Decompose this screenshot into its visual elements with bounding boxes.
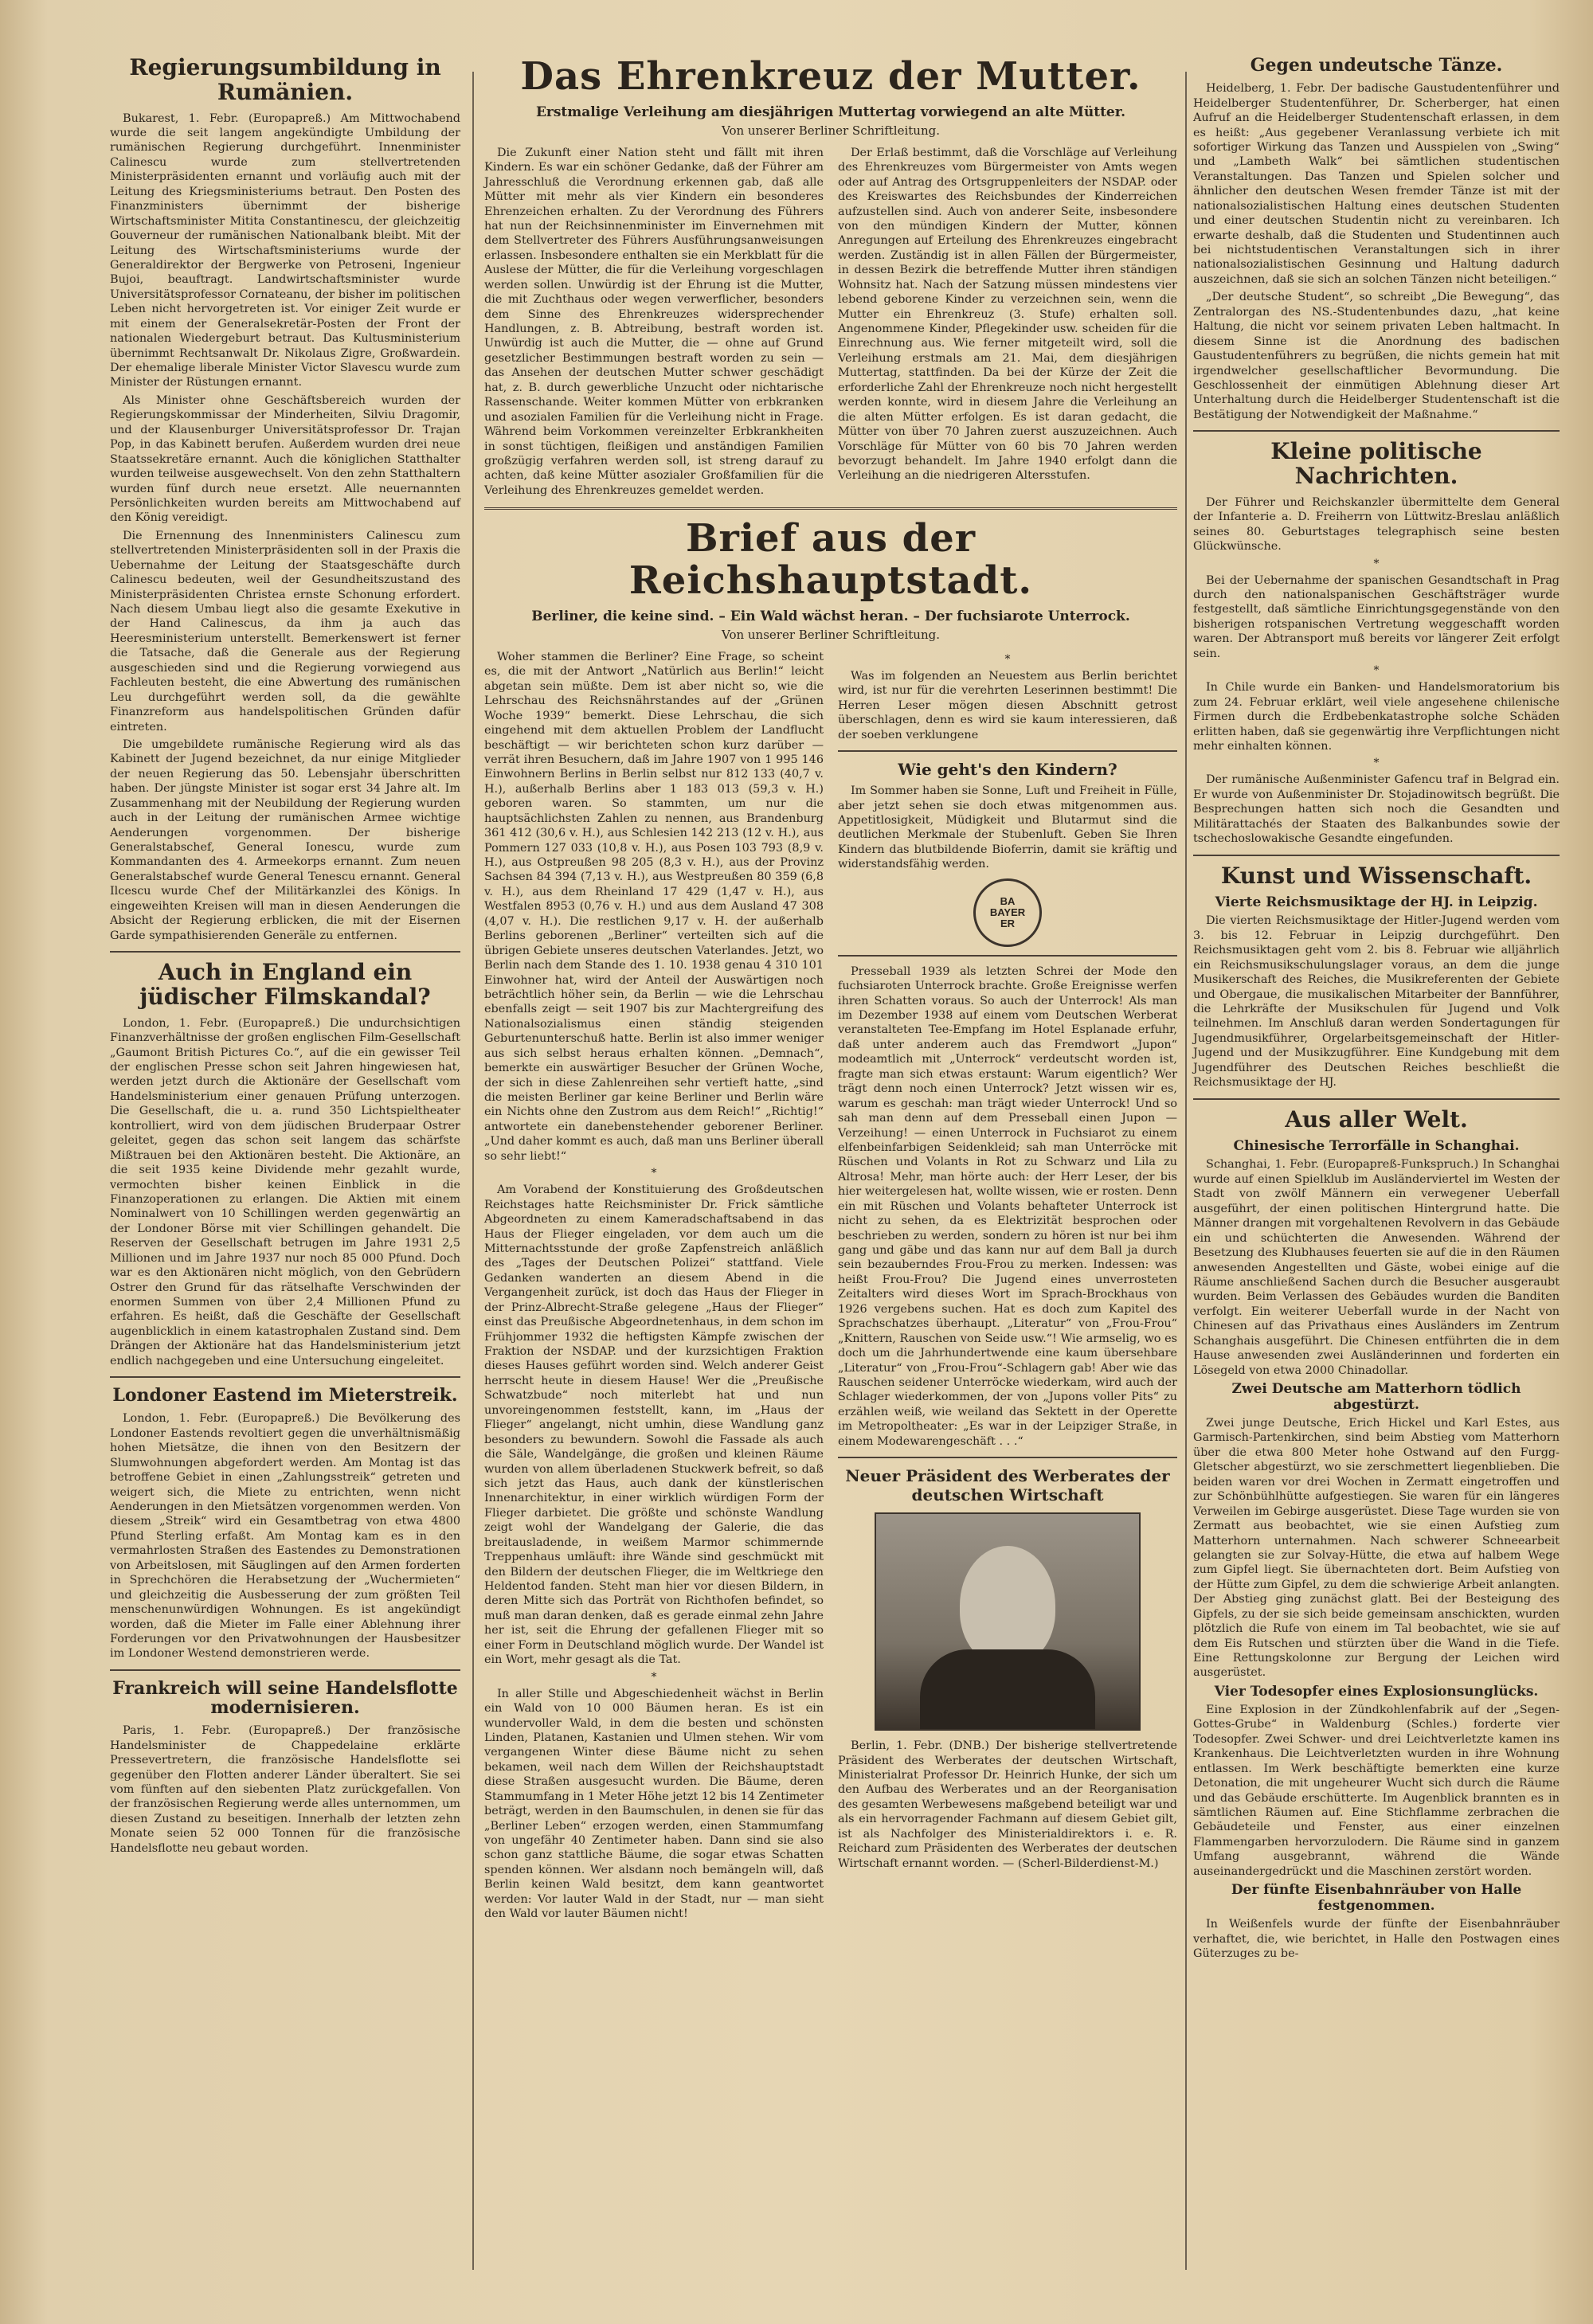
headline-nachrichten: Kleine politische Nachrichten. bbox=[1270, 438, 1482, 490]
divider bbox=[1193, 1098, 1560, 1100]
divider bbox=[1193, 430, 1560, 432]
headline-england: Auch in England ein jüdischer Filmskandal? bbox=[139, 959, 431, 1010]
photo-title: Neuer Präsident des Werberates der deutschen Wirtschaft bbox=[845, 1466, 1170, 1505]
article-text: In Chile wurde ein Banken- und Handelsmoratorium bis zum 24. Februar erklärt, weil viele angesehene chilenische Firmen durch die Erdbebenkatastrophe solche Schäden erlitten haben, daß sie gegenwärtig ihre Verpflichtungen nicht mehr einhalten können. bbox=[1193, 681, 1560, 753]
article-text: Der rumänische Außenminister Gafencu traf in Belgrad ein. Er wurde von Außenminister Dr. Stojadinowitsch begrüßt. Die Besprechungen hatten sich noch die Gesandten und Militärattachés der Staaten des Balkanbundes sowie der tschechoslowakische Gesandte eingefunden. bbox=[1193, 773, 1560, 846]
article-text: Die vierten Reichsmusiktage der Hitler-Jugend werden vom 3. bis 12. Februar in Leipzig durchgeführt. Den Reichsmusiktagen geht vom 2. bis 8. Februar wie alljährlich ein Reichsmusikschulungslager voraus, an dem die junge Musikerschaft des Reiches, die Musikreferenten der Gebiete und Obergaue, die musikalischen Mitarbeiter der Bannführer, die Lehrkräfte der Musikschulen für Jugend und Volk teilnehmen. Im Anschluß daran werden Sondertagungen für Jugendmusikführer, Orgelarbeitsgemeinschaft der Hitler-Jugend und der Musikzugführer. Eine Kundgebung mit dem Jugendführer des Deutschen Reiches beschließt die Reichsmusiktage der HJ. bbox=[1193, 914, 1560, 1090]
section-star: * bbox=[1373, 557, 1380, 570]
divider bbox=[110, 1376, 460, 1378]
subheadline: Vierte Reichsmusiktage der HJ. in Leipzig. bbox=[1215, 894, 1538, 911]
article-text: Die Zukunft einer Nation steht und fällt mit ihren Kindern. Es war ein schöner Gedanke, daß der Führer am Jahresschluß die Verordnung erkennen gab, daß alle Mütter mit mehr als vier Kindern ein besonderes Ehrenzeichen erhalten. Zu der Verordnung des Führers hat nun der Reichsinnenminister im Einvernehmen mit dem Stellvertreter des Führers Ausführungsanweisungen erlassen. Insbesondere enthalten sie ein Merkblatt für die Auslese der Mütter, die für die Verleihung vorgeschlagen werden sollen. Unwürdig ist der Ehrung ist die Mutter, die mit Zuchthaus oder wegen verwerflicher, besonders dem Sinne des Ehrenkreuzes widersprechender Handlungen, z. B. Abtreibung, bestraft worden ist. Unwürdig ist auch die Mutter, die — ohne auf Grund gesetzlicher Bestimmungen bestraft worden zu sein — das Ansehen der deutschen Mutter schwer geschädigt hat, z. B. durch gewerbliche Unzucht oder nichtarische Rassenschande. Weiter kommen Mütter von erbkranken und asozialen Familien für die Verleihung nicht in Frage. Während beim Vorkommen vereinzelter Erbkrankheiten in sonst tüchtigen, fleißigen und anständigen Familien großzügig verfahren werden soll, ist streng darauf zu achten, daß keine Mütter asozialer Großfamilien für die Verleihung des Ehrenkreuzes gemeldet werden. bbox=[484, 146, 824, 497]
divider bbox=[110, 1669, 460, 1671]
headline-taenze: Gegen undeutsche Tänze. bbox=[1250, 55, 1503, 76]
article-text: Der Erlaß bestimmt, daß die Vorschläge auf Verleihung des Ehrenkreuzes vom Bürgermeister von Amts wegen oder auf Antrag des Ortsgruppenleiters der NSDAP. oder des Kreiswartes des Reichsbundes der Kinderreichen aufzustellen sind. Auch von anderer Seite, insbesondere von den mündigen Kindern der Mutter, können Anregungen auf Erteilung des Ehrenkreuzes eingebracht werden. Zuständig ist in allen Fällen der Bürgermeister, in dessen Bezirk die betreffende Mutter ihren ständigen Wohnsitz hat. Nach der Satzung müssen mindestens vier lebend geborene Kinder zu verzeichnen sein, wenn die Mutter ein Ehrenkreuz (3. Stufe) erhalten soll. Angenommene Kinder, Pflegekinder usw. scheiden für die Einrechnung aus. Wie ferner mitgeteilt wird, soll die Verleihung erstmals am 21. Mai, dem diesjährigen Muttertag, stattfinden. Da bei der Kürze der Zeit die erforderliche Zahl der Ehrenkreuze noch nicht hergestellt werden konnte, wird in diesem Jahre die Verleihung an die alten Mütter erfolgen. Es ist daran gedacht, die Mütter von über 70 Jahren zuerst auszuzeichnen. Auch Vorschläge für Mütter von 60 bis 70 Jahren werden bevorzugt behandelt. Im Jahre 1940 erfolgt dann die Verleihung an die niedrigeren Altersstufen. bbox=[838, 146, 1177, 483]
newspaper-sheet bbox=[38, 48, 1560, 2278]
portrait-suit bbox=[920, 1649, 1095, 1729]
article-text: Bei der Uebernahme der spanischen Gesandtschaft in Prag durch den nationalspanischen Geschäftsträger wurde festgestellt, daß sämtliche Einrichtungsgegenstände von den bisherigen rotspanischen Vertretung weggeschafft worden waren. Der Abtransport muß bereits vor längerer Zeit erfolgt sein. bbox=[1193, 573, 1560, 660]
section-star: * bbox=[1373, 757, 1380, 770]
right-column bbox=[1193, 48, 1560, 1964]
headline-aus-aller-welt: Aus aller Welt. bbox=[1285, 1105, 1468, 1133]
headline-kunst: Kunst und Wissenschaft. bbox=[1220, 862, 1532, 889]
byline: Von unserer Berliner Schriftleitung. bbox=[721, 627, 940, 642]
article-text: Am Vorabend der Konstituierung des Großdeutschen Reichstages hatte Reichsminister Dr. Frick sämtliche Abgeordneten zu einem Kameradschaftsabend in das Haus der Flieger eingeladen, vor dem auch um die Mitternachtsstunde der große Zapfenstreich anläßlich des „Tages der Deutschen Polizei“ stattfand. Viele Gedanken wanderten an diesem Abend in die Vergangenheit zurück, ist doch das Haus der Flieger in der Prinz-Albrecht-Straße gelegene „Haus der Flieger“ einst das Preußische Abgeordnetenhaus, in dem schon im Frühjommer 1932 die heftigsten Kämpfe zwischen der Fraktion der NSDAP. und der kurzsichtigen Fraktion dieses Hauses geführt worden sind. Welch anderer Geist herrscht heute in diesem Hause! Wer die „Preußische Schwatzbude“ noch miterlebt hat und nun unvoreingenommen feststellt, kann, im „Haus der Flieger“ angelangt, nicht umhin, diese Wandlung ganz besonders zu bewundern. Sowohl die Fassade als auch die Säle, Wandelgänge, die großen und kleinen Räume wurden von allem überladenen Stuckwerk befreit, so daß sich jetzt das Haus, auch dank der künstlerischen Innenarchitektur, in einer wirklich würdigen Form der Flieger darbietet. Die größte und schönste Wandlung zeigt wohl der Wandelgang der Galerie, die das breitausladende, in weißem Marmor schimmernde Treppenhaus umläuft: ihre Wände sind geschmückt mit den Bildern der deutschen Flieger, die im Weltkriege den Heldentod fanden. Steht man hier vor diesen Bildern, in deren Mitte sich das Porträt von Richthofen befindet, so muß man daran denken, daß es gerade einmal zehn Jahre her ist, seit die Ehrung der gefallenen Flieger mit so einer Form in Deutschland möglich wurde. Der Wandel ist ein Wort, mehr gesagt als die Tat. bbox=[484, 1184, 824, 1667]
divider bbox=[1193, 855, 1560, 856]
logo-text: ER bbox=[1000, 917, 1016, 929]
subheadline: Der fünfte Eisenbahnräuber von Halle festgenommen. bbox=[1231, 1882, 1522, 1915]
headline-ehrenkreuz: Das Ehrenkreuz der Mutter. bbox=[520, 54, 1141, 99]
article-text: London, 1. Febr. (Europapreß.) Die undurchsichtigen Finanzverhältnisse der großen englischen Film-Gesellschaft „Gaumont British Pictures Co.“, auf die ein gewisser Teil der englischen Presse schon seit Jahren hingewiesen hat, werden jetzt durch die Aktionäre der Gesellschaft vom Handelsministerium einer genauen Prüfung unterzogen. Die Gesellschaft, die u. a. rund 350 Lichtspieltheater kontrolliert, wird von dem jüdischen Bruderpaar Ostrer geleitet, gegen das schon seit langem das schärfste Mißtrauen bei den Aktionären besteht. Die Aktionäre, an die seit 1935 keine Dividende mehr gezahlt wurde, vermochten bisher keinen Einblick in die Finanzoperationen zu erlangen. Die Aktien mit einem Nominalwert von 10 Schillingen werden gegenwärtig an der Londoner Börse mit vier Schillingen gehandelt. Die Reserven der Gesellschaft betrugen im Jahre 1931 2,5 Millionen und im Jahre 1937 nur noch 85 000 Pfund. Doch war es den Aktionären nicht möglich, von den Gebrüdern Ostrer den Grund für das rätselhafte Verschwinden der enormen Summen von über 2,4 Millionen Pfund zu erfahren. Es heißt, daß die Geschäfte der Gesellschaft augenblicklich in einem katastrophalen Zustand sind. Dem Drängen der Aktionäre hat das Handelsministerium jetzt endlich nachgegeben und eine Untersuchung eingeleitet. bbox=[110, 1016, 460, 1367]
divider bbox=[838, 750, 1177, 752]
divider bbox=[838, 1457, 1177, 1458]
column-rule bbox=[472, 72, 474, 2270]
article-text: Presseball 1939 als letzten Schrei der Mode den fuchsiaroten Unterrock brachte. Große Ereignisse werfen ihren Schatten voraus. So auch der Unterrock! Als man im Dezember 1938 auf einem vom Deutschen Werberat veranstalteten Tee-Empfang im Hotel Esplanade erfuhr, daß unter anderem auch das Fremdwort „Jupon“ modeamtlich mit „Unterrock“ verdeutscht worden ist, fragte man sich etwas erstaunt: Warum eigentlich? Wer trägt denn noch einen Unterrock? Jetzt wissen wir es, warum es geschah: man trägt wieder Unterrock! Und so sah man denn auf dem Presseball einen Jupon — Verzeihung! — einen Unterrock in Fuchsiarot zu einem elfenbeinfarbigen Seidenkleid; sah man Unterröcke mit Rüschen und Volants in Rot zu Schwarz und Lila zu Altrosa! Mehr, man hörte auch: der Herr Leser, der bis hier weitergelesen hat, wollte wissen, wie er rosten. Denn ein mit Rüschen und Volants behafteter Unterrock ist nicht zu sehen, da es Elektrizität besprochen oder beschrieben zu werden, sondern zu hören ist nur bei ihm gang und gäbe und das kann nur auf dem Ball ja durch sein bezauberndes Frou-Frou zu merken. Indessen: was heißt Frou-Frou? Die Jugend eines unverrosteten Zeitalters wird dieses Wort im Sprach-Brockhaus von 1926 vergebens suchen. Hat es doch zum Kapitel des Sprachschatzes überhaupt. „Literatur“ von „Frou-Frou“ „Knittern, Rauschen von Seide usw.“! Wie armselig, wo es doch um die Jahrhundertwende eine kaum übersehbare „Literatur“ von „Frou-Frou“-Schlagern gab! Aber wie das Rauschen seidener Unterröcke wiederkam, wird auch der Schlager wiederkommen, der von „Jupons voller Pits“ zu erzählen weiß, wie weiland das Sektett in der Operette im Metropoltheater: „Es war in der Leipziger Straße, in einem Modewarengeschäft . . .“ bbox=[838, 964, 1177, 1448]
section-star: * bbox=[651, 1670, 657, 1684]
portrait-photo bbox=[875, 1512, 1141, 1731]
center-column bbox=[484, 48, 1177, 1925]
subheadline: Berliner, die keine sind. – Ein Wald wächst heran. – Der fuchsiarote Unterrock. bbox=[531, 608, 1130, 624]
article-text: Woher stammen die Berliner? Eine Frage, so scheint es, die mit der Antwort „Natürlich aus Berlin!“ leicht abgetan sein müßte. Dem ist aber nicht so, wie die Lehrschau des Reichsnährstandes auf der „Grünen Woche 1939“ bemerkt. Diese Lehrschau, die sich eingehend mit dem aktuellen Problem der Landflucht beschäftigt — wir berichteten schon kurz darüber — verrät ihren Besuchern, daß im Jahre 1907 von 1 995 146 Einwohnern Berlins in Berlin selbst nur 812 133 (40,7 v. H.), außerhalb Berlins aber 1 183 013 (59,3 v. H.) geboren waren. So stammten, um nur die hauptsächlichsten Zahlen zu nennen, aus Brandenburg 361 412 (30,6 v. H.), aus Schlesien 142 213 (12 v. H.), aus Pommern 127 033 (10,8 v. H.), aus Posen 103 793 (8,9 v. H.), aus Ostpreußen 98 205 (8,3 v. H.), aus der Provinz Sachsen 84 394 (7,13 v. H.), aus Westpreußen 80 359 (6,8 v. H.), aus dem Rheinland 17 429 (1,47 v. H.), aus Westfalen 8953 (0,76 v. H.) und aus dem Ausland 47 308 (4,07 v. H.). Die restlichen 9,17 v. H. der außerhalb Berlins geborenen „Berliner“ verteilten sich auf die übrigen Gebiete unseres deutschen Vaterlandes. Jetzt, wo Berlin nach dem Stande des 1. 10. 1938 genau 4 310 101 Einwohner hat, wird der Anteil der Auswärtigen noch beträchtlich höher sein, da Berlin — wie die Lehrschau ebenfalls zeigt — seit 1907 bis zur Machtergreifung des Nationalsozialismus einen ständig steigenden Geburtenunterschuß hatte. Berlin ist also immer weniger aus sich selbst heraus erhalten können. „Demnach“, bemerkte ein auswärtiger Besucher der Grünen Woche, der sich in diese Zahlenreihen sehr vertieft hatte, „sind die meisten Berliner gar keine Berliner und Berlin wäre ein Nichts ohne den Zustrom aus dem Reich!“ „Richtig!“ antwortete ein danebenstehender geborener Berliner. „Und daher kommt es auch, daß man uns Berliner überall so sehr liebt!“ bbox=[484, 650, 824, 1163]
article-text: Heidelberg, 1. Febr. Der badische Gaustudentenführer und Heidelberger Studentenführer, Dr. Scherberger, hat einen Aufruf an die Heidelberger Studentenschaft erlassen, in dem es heißt: „Aus gegebener Veranlassung verbiete ich mit sofortiger Wirkung das Tanzen und Ausspielen von „Swing“ und „Lambeth Walk“ bei sämtlichen studentischen Veranstaltungen. Das Tanzen und Spielen solcher und ähnlicher den deutschen Wesen fremder Tänze ist mit der nationalsozialistischen Haltung eines deutschen Studenten und einer deutschen Studentin nicht zu vereinbaren. Ich erwarte deshalb, daß die Studenten und Studentinnen auch bei nichtstudentischen Veranstaltungen sich in ihrer nationalsozialistischen Gesinnung und Haltung dadurch auszeichnen, daß sie sich an solchen Tänzen nicht beteiligen.“ bbox=[1193, 82, 1560, 286]
subheadline: Zwei Deutsche am Matterhorn tödlich abgestürzt. bbox=[1231, 1381, 1521, 1413]
photo-caption: Berlin, 1. Febr. (DNB.) Der bisherige stellvertretende Präsident des Werberates der deutschen Wirtschaft, Ministerialrat Professor Dr. Heinrich Hunke, der sich um den Aufbau des Werberates und an der Reorganisation des gesamten Werbewesens maßgebend beteiligt war und als ein hervorragender Fachmann auf diesem Gebiet gilt, ist als Nachfolger des Ministerialdirektors i. e. R. Reichard zum Präsidenten des Werberates der deutschen Wirtschaft ernannt worden. — (Scherl-Bilderdienst-M.) bbox=[838, 1739, 1177, 1870]
divider bbox=[838, 955, 1177, 957]
article-text: Paris, 1. Febr. (Europapreß.) Der französische Handelsminister de Chappedelaine erklärte Pressevertretern, die französische Handelsflotte sei gegenüber den Flotten anderer Länder überaltert. Sie sei vom fünften auf den siebenten Platz zurückgefallen. Von der französischen Regierung werde alles unternommen, um diesen Zustand zu beseitigen. Innerhalb der letzten zehn Monate seien 52 000 Tonnen für die französische Handelsflotte neu gebaut worden. bbox=[110, 1724, 460, 1855]
section-star: * bbox=[1004, 652, 1011, 666]
logo-text: BA bbox=[1000, 895, 1016, 908]
article-text: In aller Stille und Abgeschiedenheit wächst in Berlin ein Wald von 10 000 Bäumen heran. Es ist ein wundervoller Wald, in dem die besten und schönsten Linden, Platanen, Kastanien und Ulmen stehen. Wir vom vergangenen Winter diese Bäume nicht zu sehen bekamen, weil nach dem Willen der Reichshauptstadt diese Straßen ausgesucht wurden. Die Bäume, deren Stammumfang in 1 Meter Höhe jetzt 12 bis 14 Zentimeter beträgt, werden in den Baumschulen, in denen sie für das „Berliner Leben“ erzogen werden, einen Stammumfang von ungefähr 40 Zentimeter haben. Dann sind sie also schon ganz stattliche Bäume, die sogar etwas Schatten spenden können. Wer alsdann noch bemängeln will, daß Berlin keinen Wald besitzt, dem kann geantwortet werden: Vor lauter Wald in der Stadt, nur — man sieht den Wald vor lauter Bäumen nicht! bbox=[484, 1687, 824, 1921]
headline-reichshauptstadt: Brief aus der Reichshauptstadt. bbox=[628, 516, 1033, 604]
subheadline: Vier Todesopfer eines Explosionsunglücks. bbox=[1214, 1683, 1539, 1700]
divider bbox=[110, 951, 460, 953]
section-star: * bbox=[1373, 664, 1380, 678]
article-text: Was im folgenden an Neuestem aus Berlin berichtet wird, ist nur für die verehrten Leserinnen bestimmt! Die Herren Leser mögen diesen Abschnitt getrost überschlagen, denn es wird sie kaum interessieren, daß der soeben verklungene bbox=[838, 669, 1177, 741]
section-star: * bbox=[651, 1167, 657, 1180]
article-text: Schanghai, 1. Febr. (Europapreß-Funkspruch.) In Schanghai wurde auf einen Spielklub im Ausländerviertel im Westen der Stadt von zwölf Männern ein verwegener Ueberfall ausgeführt, der einen politischen Hintergrund hatte. Die Männer drangen mit vorgehaltenen Revolvern in das Gebäude ein und schüchterten die Anwesenden. Während der Besetzung des Klubhauses feuerten sie auf die in den Räumen anwesenden Angestellten und Gäste, wobei einige auf die Räume anschließend Sachen durch die Besucher ausgeraubt wurden. Beim Verlassen des Gebäudes wurden die Banditen verfolgt. Ein weiterer Ueberfall wurde in der Nacht von Chinesen auf das Privathaus eines Ausländers im Zentrum Schanghais ausgeführt. Die Chinesen entführten die in dem Hause anwesenden zwei Ausländerinnen und forderten ein Lösegeld von etwa 2000 Chinadollar. bbox=[1193, 1158, 1560, 1377]
headline-france: Frankreich will seine Handelsflotte modernisieren. bbox=[112, 1677, 458, 1718]
two-column-block bbox=[484, 650, 1177, 1925]
ad-text: Im Sommer haben sie Sonne, Luft und Freiheit in Fülle, aber jetzt sehen sie doch etwas mitgenommen aus. Appetitlosigkeit, Müdigkeit und Blutarmut sind die deutlichen Merkmale der Stubenluft. Geben Sie Ihren Kindern das blutbildende Bioferrin, damit sie kräftig und widerstandsfähig werden. bbox=[838, 784, 1177, 871]
two-column-block bbox=[484, 146, 1177, 502]
subheadline: Erstmalige Verleihung am diesjährigen Muttertag vorwiegend an alte Mütter. bbox=[535, 104, 1126, 120]
article-text: Zwei junge Deutsche, Erich Hickel und Karl Estes, aus Garmisch-Partenkirchen, sind beim Abstieg vom Matterhorn über die etwa 800 Meter hohe Ostwand auf den Furgg-Gletscher abgestürzt, wo sie zerschmettert liegenblieben. Die beiden waren vor drei Wochen in Zermatt eingetroffen und zur Schönbühlhütte aufgestiegen. Sie waren für ein längeres Verweilen im Gebirge ausgerüstet. Diese Tage wurden sie von Zermatt aus beobachtet, wie sie einen Aufstieg zum Matterhorn unternahmen. Nach schwerer Schneearbeit gelangten sie zur Solvay-Hütte, die etwa auf halbem Wege zum Gipfel liegt. Sie übernachteten dort. Beim Aufstieg von der Hütte zum Gipfel, zu dem die schwierige Arbeit anlangten. Der Abstieg ging zunächst glatt. Bei der Besteigung des Gipfels, zu der sie sich beide gemeinsam anschickten, wurden plötzlich die Rufe von einem im Tal beobachtet, wie sie auf dem Eis Rutschen und stürzten über die Wand in die Tiefe. Eine Rettungskolonne zur Bergung der Leichen wird ausgerüstet. bbox=[1193, 1417, 1560, 1680]
headline-romania: Regierungsumbildung in Rumänien. bbox=[129, 54, 441, 105]
headline-eastend: Londoner Eastend im Mieterstreik. bbox=[112, 1385, 458, 1407]
article-text: Der Führer und Reichskanzler übermittelte dem General der Infanterie a. D. Freiherrn von Lüttwitz-Breslau anläßlich seines 80. Geburtstages telegraphisch seine besten Glückwünsche. bbox=[1193, 495, 1560, 554]
bayer-cross-logo bbox=[973, 878, 1042, 947]
article-text: Eine Explosion in der Zündkohlenfabrik auf der „Segen-Gottes-Grube“ in Waldenburg (Schles.) forderte vier Todesopfer. Zwei Schwer- und drei Leichtverletzte kamen ins Krankenhaus. Die Leichtverletzten wurden in ihre Wohnung entlassen. Im Werk beschäftigte bemerkten eine kurze Detonation, die mit ungeheurer Wucht sich durch die Räume und das Gebäude erschütterte. Im Augenblick brannten es in sämtlichen Räumen auf. Eine Stichflamme zerbrachen die Gebäudeteile und Fenster, aus einer einzelnen Flammengarben hervorzulodern. Die Räume sind in ganzem Umfang ausgebrannt, während die Wände auseinandergedrückt und die Maschinen zerstört worden. bbox=[1193, 1703, 1560, 1878]
left-column bbox=[110, 48, 460, 1859]
article-text: Als Minister ohne Geschäftsbereich wurden der Regierungskommissar der Minderheiten, Silviu Dragomir, und der Klausenburger Universitätsprofessor Dr. Trajan Pop, in das Kabinett berufen. Außerdem wurden drei neue Staatssekretäre ernannt. Auch die königlichen Statthalter wurden teilweise ausgewechselt. Von den zehn Statthaltern wurden fünf durch neue ersetzt. Alle neuernannten Persönlichkeiten wurden bereits am Mittwochabend auf den König vereidigt. bbox=[110, 393, 460, 525]
article-text: Die Ernennung des Innenministers Calinescu zum stellvertretenden Ministerpräsidenten soll in der Praxis die Uebernahme der Leitung der Staatsgeschäfte durch Calinescu bedeuten, weil der Gesundheitszustand des Ministerpräsidenten Christea ernste Schonung erfordert. Nach diesem Umbau liegt also die gesamte Exekutive in der Hand Calinescus, da ihm ja auch das Heeresministerium unterstellt. Bemerkenswert ist ferner die Tatsache, daß die Generale aus der Regierung ausgeschieden sind und die Regierung vorwiegend aus Fachleuten besteht, die eine Abwertung des rumänischen Leu durchgeführt werden soll, da die gewählte Finanzreform aus handelspolitischen Gründen dafür eintreten. bbox=[110, 529, 460, 734]
divider bbox=[484, 507, 1177, 510]
article-text: Bukarest, 1. Febr. (Europapreß.) Am Mittwochabend wurde die seit langem angekündigte Umbildung der rumänischen Regierung durchgeführt. Innenminister Calinescu wurde zum stellvertretenden Ministerpräsidenten ernannt und vorläufig auch mit der Leitung des Kriegsministeriums betraut. Den Posten des Finanzministers übernimmt der bisherige Wirtschaftsminister Mitita Constantinescu, der gleichzeitig Gouverneur der rumänischen Nationalbank bleibt. Mit der Leitung des Wirtschaftsministeriums wurde der Generaldirektor der Bergwerke von Petroseni, Ingenieur Bujoi, beauftragt. Landwirtschaftsminister wurde Universitätsprofessor Cornateanu, der bisher im politischen Leben nicht hervorgetreten ist. Vor einiger Zeit wurde er mit einem der Generalsekretär-Posten der Front der nationalen Wiedergeburt betraut. Das Kultusministerium übernimmt Rechtsanwalt Dr. Nikolaus Zigre, Großwardein. Der ehemalige liberale Minister Victor Slavescu wurde zum Minister der Rüstungen ernannt. bbox=[110, 112, 460, 389]
article-text: In Weißenfels wurde der fünfte der Eisenbahnräuber verhaftet, die, wie berichtet, in Halle den Postwagen eines Güterzuges zu be- bbox=[1193, 1918, 1560, 1960]
article-text: Die umgebildete rumänische Regierung wird als das Kabinett der Jugend bezeichnet, da nur einige Mitglieder der neuen Regierung das 50. Lebensjahr überschritten haben. Der jüngste Minister ist sogar erst 34 Jahre alt. Im Zusammenhang mit der Neubildung der Regierung wurden auch in der Leitung der rumänischen Armee wichtige Aenderungen vorgenommen. Der bisherige Generalstabschef, General Ionescu, wurde zum Kommandanten des 4. Armeekorps ernannt. Zum neuen Generalstabschef wurde General Tenescu ernannt. General Ilcescu wurde Chef der Militärkanzlei des Königs. In eingeweihten Kreisen will man in diesen Aenderungen die Absicht der Regierung erblicken, die mit der Eisernen Garde sympathisierenden Generäle zu entfernen. bbox=[110, 737, 460, 942]
ad-title: Wie geht's den Kindern? bbox=[898, 760, 1117, 780]
subheadline: Chinesische Terrorfälle in Schanghai. bbox=[1233, 1138, 1520, 1155]
article-text: London, 1. Febr. (Europapreß.) Die Bevölkerung des Londoner Eastends revoltiert gegen die unverhältnismäßig hohen Mietsätze, die ihnen von den Besitzern der Slumwohnungen abgefordert werden. Am Montag ist das betroffene Gebiet in einen „Zahlungsstreik“ getreten und weigert sich, die Miete zu entrichten, wenn nicht Aenderungen in den Mietsätzen vorgenommen werden. Von diesem „Streik“ wird ein Gesamtbetrag von etwa 4800 Pfund Sterling erfaßt. Am Montag kam es in den vermahrlosten Straßen des Eastendes zu Demonstrationen von Arbeitslosen, mit Säuglingen auf den Armen forderten in Sprechchören die Herabsetzung der „Wuchermieten“ und gleichzeitig die Ausbesserung der zum größten Teil menschenunwürdigen Wohnungen. Es ist angekündigt worden, daß die Mieter im Falle einer Ablehnung ihrer Forderungen vor den Privatwohnungen der Hausbesitzer im Londoner Westend demonstrieren werde. bbox=[110, 1412, 460, 1661]
logo-text: BAYER bbox=[989, 906, 1026, 918]
article-text: „Der deutsche Student“, so schreibt „Die Bewegung“, das Zentralorgan des NS.-Studentenbundes dazu, „hat keine Haltung, die nicht vor seinem privaten Leben haltmacht. In diesem Sinne ist die Anordnung des badischen Gaustudentenführers zu begrüßen, die nichts gemein hat mit irgendwelcher gesellschaftlicher Bevormundung. Die Geschlossenheit der einmütigen Ablehnung dieser Art Unterhaltung durch die Heidelberger Studentenschaft ist die Bestätigung der Notwendigkeit der Maßnahme.“ bbox=[1193, 291, 1560, 421]
byline: Von unserer Berliner Schriftleitung. bbox=[721, 123, 940, 138]
portrait-face bbox=[960, 1546, 1055, 1665]
column-rule bbox=[1185, 72, 1187, 2270]
